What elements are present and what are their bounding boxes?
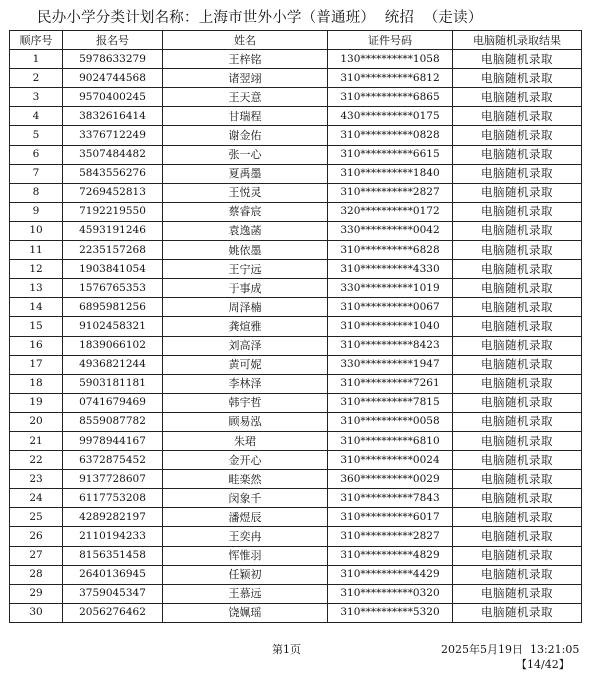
cell-result: 电脑随机录取 — [453, 317, 582, 336]
cell-sequence: 23 — [10, 470, 63, 489]
table-row — [10, 50, 582, 69]
table-row — [10, 470, 582, 489]
table-row — [10, 241, 582, 260]
cell-id-number: 310**********7815 — [328, 393, 453, 412]
cell-id-number: 310**********6828 — [328, 241, 453, 260]
cell-id-number: 360**********0029 — [328, 470, 453, 489]
cell-id-number: 310**********6812 — [328, 69, 453, 88]
cell-sequence: 1 — [10, 50, 63, 69]
table-row — [10, 584, 582, 603]
cell-name: 潘煜辰 — [163, 508, 328, 527]
cell-sequence: 11 — [10, 241, 63, 260]
cell-registration-number: 1903841054 — [63, 260, 163, 279]
cell-registration-number: 4936821244 — [63, 355, 163, 374]
cell-sequence: 8 — [10, 183, 63, 202]
cell-result: 电脑随机录取 — [453, 451, 582, 470]
table-row — [10, 317, 582, 336]
column-header-registration-number: 报名号 — [63, 31, 163, 50]
cell-sequence: 29 — [10, 584, 63, 603]
cell-result: 电脑随机录取 — [453, 565, 582, 584]
cell-id-number: 310**********8423 — [328, 336, 453, 355]
cell-sequence: 12 — [10, 260, 63, 279]
table-row — [10, 355, 582, 374]
table-row — [10, 431, 582, 450]
cell-sequence: 6 — [10, 145, 63, 164]
cell-result: 电脑随机录取 — [453, 88, 582, 107]
cell-name: 恽惟羽 — [163, 546, 328, 565]
cell-registration-number: 3376712249 — [63, 126, 163, 145]
cell-name: 龚煊雅 — [163, 317, 328, 336]
table-row — [10, 260, 582, 279]
cell-result: 电脑随机录取 — [453, 50, 582, 69]
cell-id-number: 330**********1947 — [328, 355, 453, 374]
table-row — [10, 527, 582, 546]
cell-name: 王奕冉 — [163, 527, 328, 546]
cell-name: 周泽楠 — [163, 298, 328, 317]
cell-sequence: 9 — [10, 202, 63, 221]
table-row — [10, 298, 582, 317]
cell-result: 电脑随机录取 — [453, 489, 582, 508]
cell-result: 电脑随机录取 — [453, 470, 582, 489]
cell-result: 电脑随机录取 — [453, 603, 582, 622]
cell-name: 王悦灵 — [163, 183, 328, 202]
cell-result: 电脑随机录取 — [453, 164, 582, 183]
cell-result: 电脑随机录取 — [453, 374, 582, 393]
cell-id-number: 430**********0175 — [328, 107, 453, 126]
cell-name: 张一心 — [163, 145, 328, 164]
cell-result: 电脑随机录取 — [453, 221, 582, 240]
cell-name: 袁逸菡 — [163, 221, 328, 240]
cell-id-number: 310**********2827 — [328, 183, 453, 202]
cell-registration-number: 3832616414 — [63, 107, 163, 126]
cell-registration-number: 1576765353 — [63, 279, 163, 298]
cell-name: 金开心 — [163, 451, 328, 470]
cell-id-number: 310**********0024 — [328, 451, 453, 470]
table-body — [10, 50, 582, 623]
cell-result: 电脑随机录取 — [453, 546, 582, 565]
cell-registration-number: 8559087782 — [63, 412, 163, 431]
cell-id-number: 310**********0058 — [328, 412, 453, 431]
column-header-name: 姓名 — [163, 31, 328, 50]
cell-sequence: 27 — [10, 546, 63, 565]
table-row — [10, 183, 582, 202]
table-row — [10, 374, 582, 393]
column-header-sequence: 顺序号 — [10, 31, 63, 50]
cell-name: 韩宇哲 — [163, 393, 328, 412]
cell-registration-number: 1839066102 — [63, 336, 163, 355]
cell-sequence: 10 — [10, 221, 63, 240]
cell-id-number: 310**********4330 — [328, 260, 453, 279]
cell-sequence: 20 — [10, 412, 63, 431]
cell-sequence: 24 — [10, 489, 63, 508]
table-row — [10, 603, 582, 622]
column-header-result: 电脑随机录取结果 — [453, 31, 582, 50]
cell-sequence: 15 — [10, 317, 63, 336]
cell-id-number: 310**********7843 — [328, 489, 453, 508]
cell-name: 任颖初 — [163, 565, 328, 584]
cell-result: 电脑随机录取 — [453, 355, 582, 374]
cell-registration-number: 3507484482 — [63, 145, 163, 164]
table-row — [10, 565, 582, 584]
cell-name: 夏禹墨 — [163, 164, 328, 183]
cell-sequence: 28 — [10, 565, 63, 584]
cell-sequence: 3 — [10, 88, 63, 107]
cell-name: 王慕远 — [163, 584, 328, 603]
cell-name: 畦楽然 — [163, 470, 328, 489]
table-row — [10, 145, 582, 164]
cell-result: 电脑随机录取 — [453, 393, 582, 412]
page-number: 第1页 — [272, 643, 301, 656]
cell-registration-number: 4593191246 — [63, 221, 163, 240]
cell-name: 于事成 — [163, 279, 328, 298]
cell-id-number: 310**********6810 — [328, 431, 453, 450]
cell-registration-number: 6117753208 — [63, 489, 163, 508]
cell-result: 电脑随机录取 — [453, 126, 582, 145]
cell-result: 电脑随机录取 — [453, 260, 582, 279]
cell-id-number: 310**********6017 — [328, 508, 453, 527]
sheet-indicator: 【14/42】 — [516, 658, 570, 671]
cell-result: 电脑随机录取 — [453, 279, 582, 298]
print-timestamp: 2025年5月19日 13:21:05 — [441, 643, 580, 656]
cell-sequence: 22 — [10, 451, 63, 470]
cell-registration-number: 7192219550 — [63, 202, 163, 221]
cell-name: 顾易泓 — [163, 412, 328, 431]
cell-result: 电脑随机录取 — [453, 69, 582, 88]
cell-id-number: 310**********1040 — [328, 317, 453, 336]
cell-result: 电脑随机录取 — [453, 241, 582, 260]
table-row — [10, 107, 582, 126]
cell-result: 电脑随机录取 — [453, 584, 582, 603]
table-row — [10, 126, 582, 145]
cell-registration-number: 5903181181 — [63, 374, 163, 393]
cell-sequence: 2 — [10, 69, 63, 88]
table-row — [10, 69, 582, 88]
cell-result: 电脑随机录取 — [453, 336, 582, 355]
cell-registration-number: 4289282197 — [63, 508, 163, 527]
cell-registration-number: 2110194233 — [63, 527, 163, 546]
cell-name: 闵象千 — [163, 489, 328, 508]
cell-result: 电脑随机录取 — [453, 412, 582, 431]
cell-registration-number: 9978944167 — [63, 431, 163, 450]
cell-result: 电脑随机录取 — [453, 298, 582, 317]
cell-id-number: 310**********0320 — [328, 584, 453, 603]
cell-id-number: 330**********1019 — [328, 279, 453, 298]
cell-name: 饶姵瑶 — [163, 603, 328, 622]
cell-sequence: 16 — [10, 336, 63, 355]
cell-sequence: 26 — [10, 527, 63, 546]
table-row — [10, 508, 582, 527]
cell-name: 李林泽 — [163, 374, 328, 393]
table-row — [10, 336, 582, 355]
cell-name: 朱珺 — [163, 431, 328, 450]
table-row — [10, 393, 582, 412]
cell-name: 王宁远 — [163, 260, 328, 279]
cell-registration-number: 9024744568 — [63, 69, 163, 88]
table-header-row — [10, 31, 582, 50]
column-header-id-number: 证件号码 — [328, 31, 453, 50]
table-row — [10, 412, 582, 431]
cell-name: 甘瑞程 — [163, 107, 328, 126]
cell-registration-number: 9102458321 — [63, 317, 163, 336]
cell-sequence: 14 — [10, 298, 63, 317]
cell-name: 刘高泽 — [163, 336, 328, 355]
cell-registration-number: 2640136945 — [63, 565, 163, 584]
cell-result: 电脑随机录取 — [453, 183, 582, 202]
cell-sequence: 18 — [10, 374, 63, 393]
cell-sequence: 7 — [10, 164, 63, 183]
cell-result: 电脑随机录取 — [453, 527, 582, 546]
cell-id-number: 310**********1840 — [328, 164, 453, 183]
cell-sequence: 4 — [10, 107, 63, 126]
table-row — [10, 279, 582, 298]
cell-registration-number: 5843556276 — [63, 164, 163, 183]
cell-registration-number: 6895981256 — [63, 298, 163, 317]
cell-name: 诸翌翊 — [163, 69, 328, 88]
table-row — [10, 451, 582, 470]
cell-name: 谢金佑 — [163, 126, 328, 145]
cell-name: 王天意 — [163, 88, 328, 107]
cell-id-number: 130**********1058 — [328, 50, 453, 69]
cell-result: 电脑随机录取 — [453, 145, 582, 164]
cell-registration-number: 9570400245 — [63, 88, 163, 107]
cell-name: 蔡睿宸 — [163, 202, 328, 221]
page-title: 民办小学分类计划名称：上海市世外小学（普通班） 统招 （走读） — [37, 10, 483, 26]
cell-sequence: 5 — [10, 126, 63, 145]
table-row — [10, 202, 582, 221]
cell-result: 电脑随机录取 — [453, 431, 582, 450]
cell-registration-number: 8156351458 — [63, 546, 163, 565]
admission-table — [9, 30, 582, 623]
table-row — [10, 164, 582, 183]
cell-id-number: 310**********4829 — [328, 546, 453, 565]
cell-sequence: 17 — [10, 355, 63, 374]
cell-id-number: 320**********0172 — [328, 202, 453, 221]
cell-name: 黄可妮 — [163, 355, 328, 374]
cell-registration-number: 5978633279 — [63, 50, 163, 69]
cell-sequence: 13 — [10, 279, 63, 298]
cell-id-number: 310**********0828 — [328, 126, 453, 145]
cell-name: 王梓铭 — [163, 50, 328, 69]
cell-result: 电脑随机录取 — [453, 107, 582, 126]
cell-sequence: 30 — [10, 603, 63, 622]
table-row — [10, 546, 582, 565]
cell-registration-number: 3759045347 — [63, 584, 163, 603]
cell-id-number: 310**********7261 — [328, 374, 453, 393]
cell-id-number: 310**********0067 — [328, 298, 453, 317]
cell-registration-number: 6372875452 — [63, 451, 163, 470]
cell-name: 姚依墨 — [163, 241, 328, 260]
cell-registration-number: 9137728607 — [63, 470, 163, 489]
cell-result: 电脑随机录取 — [453, 508, 582, 527]
cell-id-number: 330**********0042 — [328, 221, 453, 240]
cell-registration-number: 2235157268 — [63, 241, 163, 260]
cell-id-number: 310**********6615 — [328, 145, 453, 164]
cell-registration-number: 7269452813 — [63, 183, 163, 202]
cell-registration-number: 0741679469 — [63, 393, 163, 412]
cell-sequence: 25 — [10, 508, 63, 527]
cell-id-number: 310**********5320 — [328, 603, 453, 622]
cell-sequence: 19 — [10, 393, 63, 412]
cell-result: 电脑随机录取 — [453, 202, 582, 221]
table-row — [10, 489, 582, 508]
cell-id-number: 310**********4429 — [328, 565, 453, 584]
table-row — [10, 221, 582, 240]
cell-sequence: 21 — [10, 431, 63, 450]
cell-registration-number: 2056276462 — [63, 603, 163, 622]
cell-id-number: 310**********6865 — [328, 88, 453, 107]
cell-id-number: 310**********2827 — [328, 527, 453, 546]
table-row — [10, 88, 582, 107]
